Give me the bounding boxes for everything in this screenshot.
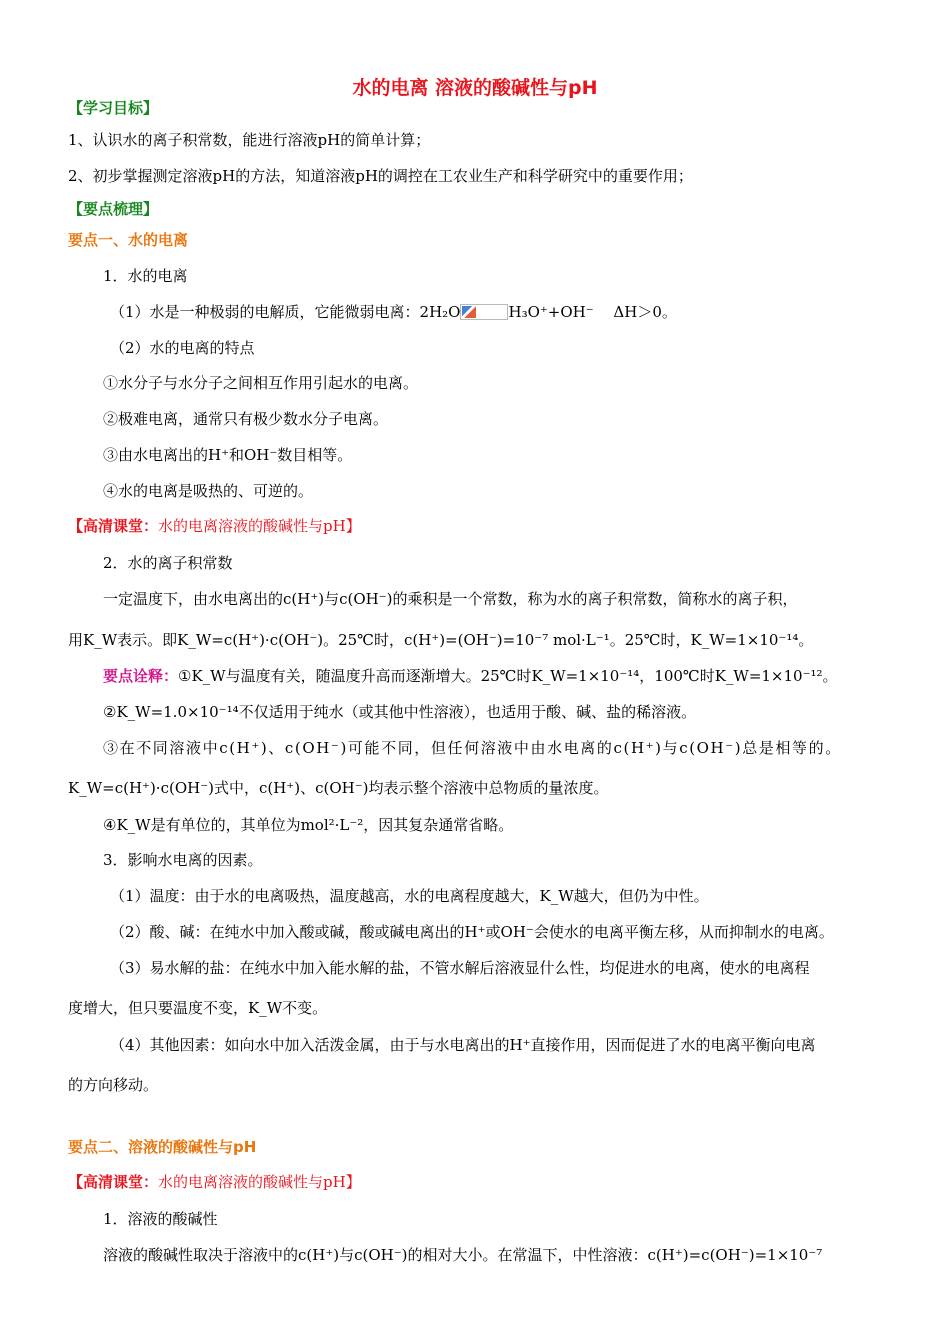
p2-sub1: 1．溶液的酸碱性 — [103, 1210, 218, 1228]
points-heading: 【要点梳理】 — [68, 200, 159, 218]
equation-left: （1）水是一种极弱的电解质，它能微弱电离：2H₂O — [110, 303, 461, 321]
hd-class-label: 【高清课堂： — [68, 517, 159, 535]
point2-heading: 要点二、溶液的酸碱性与pH — [68, 1138, 257, 1156]
equilibrium-arrow-icon — [460, 304, 508, 320]
feature-3: ③由水电离出的H⁺和OH⁻数目相等。 — [103, 446, 353, 464]
feature-4: ④水的电离是吸热的、可逆的。 — [103, 482, 314, 500]
goals-heading: 【学习目标】 — [68, 99, 159, 117]
page-title: 水的电离 溶液的酸碱性与pH — [352, 77, 598, 99]
hd-class-link-1[interactable] — [68, 516, 361, 536]
kw-text-1: 一定温度下，由水电离出的c(H⁺)与c(OH⁻)的乘积是一个常数，称为水的离子积常数，简称水的离子积， — [103, 590, 798, 608]
goal-1: 1、认识水的离子积常数，能进行溶液pH的简单计算； — [68, 131, 431, 149]
hd-class-link-2[interactable] — [68, 1172, 361, 1192]
note-3b: K_W=c(H⁺)·c(OH⁻)式中，c(H⁺)、c(OH⁻)均表示整个溶液中总物质的量浓度。 — [68, 779, 609, 797]
p1-sub1-b: （2）水的电离的特点 — [110, 339, 255, 357]
equation-right: H₃O⁺+OH⁻ ΔH＞0。 — [508, 303, 677, 321]
p1-sub1: 1．水的电离 — [103, 267, 188, 285]
note-label: 要点诠释： — [103, 667, 179, 685]
feature-2: ②极难电离，通常只有极少数水分子电离。 — [103, 410, 389, 428]
note-4: ④K_W是有单位的，其单位为mol²·L⁻²，因其复杂通常省略。 — [103, 816, 514, 834]
kw-text-2: 用K_W表示。即K_W=c(H⁺)·c(OH⁻)。25℃时，c(H⁺)=(OH⁻)=10⁻⁷ mol·L⁻¹。25℃时，K_W=1×10⁻¹⁴。 — [68, 631, 814, 649]
hd-class-text: 水的电离溶液的酸碱性与pH】 — [158, 1173, 361, 1191]
note-2: ②K_W=1.0×10⁻¹⁴不仅适用于纯水（或其他中性溶液），也适用于酸、碱、盐的稀溶液。 — [103, 703, 697, 721]
factor-3b: 度增大，但只要温度不变，K_W不变。 — [68, 999, 328, 1017]
point1-heading: 要点一、水的电离 — [68, 231, 189, 249]
hd-class-text: 水的电离溶液的酸碱性与pH】 — [158, 517, 361, 535]
hd-class-label: 【高清课堂： — [68, 1173, 159, 1191]
acid-base-text: 溶液的酸碱性取决于溶液中的c(H⁺)与c(OH⁻)的相对大小。在常温下，中性溶液：c(H⁺)=c(OH⁻)=1×10⁻⁷ — [103, 1246, 823, 1264]
note-1-text: ①K_W与温度有关，随温度升高而逐渐增大。25℃时K_W=1×10⁻¹⁴，100℃时K_W=1×10⁻¹²。 — [178, 667, 838, 685]
note-3a: ③在不同溶液中c(H⁺)、c(OH⁻)可能不同，但任何溶液中由水电离的c(H⁺)与c(OH⁻)总是相等的。 — [103, 739, 842, 757]
factor-1: （1）温度：由于水的电离吸热，温度越高，水的电离程度越大，K_W越大，但仍为中性。 — [110, 887, 709, 905]
feature-1: ①水分子与水分子之间相互作用引起水的电离。 — [103, 374, 419, 392]
p1-sub2: 2．水的离子积常数 — [103, 554, 233, 572]
p1-sub3: 3．影响水电离的因素。 — [103, 851, 263, 869]
p1-sub1-a — [110, 302, 677, 322]
factor-4a: （4）其他因素：如向水中加入活泼金属，由于与水电离出的H⁺直接作用，因而促进了水的电离平衡向电离 — [110, 1036, 816, 1054]
note-1 — [103, 666, 838, 686]
factor-2: （2）酸、碱：在纯水中加入酸或碱，酸或碱电离出的H⁺或OH⁻会使水的电离平衡左移，从而抑制水的电离。 — [110, 923, 834, 941]
factor-4b: 的方向移动。 — [68, 1076, 159, 1094]
goal-2: 2、初步掌握测定溶液pH的方法，知道溶液pH的调控在工农业生产和科学研究中的重要作用； — [68, 167, 693, 185]
factor-3a: （3）易水解的盐：在纯水中加入能水解的盐，不管水解后溶液显什么性，均促进水的电离，使水的电离程 — [110, 959, 810, 977]
